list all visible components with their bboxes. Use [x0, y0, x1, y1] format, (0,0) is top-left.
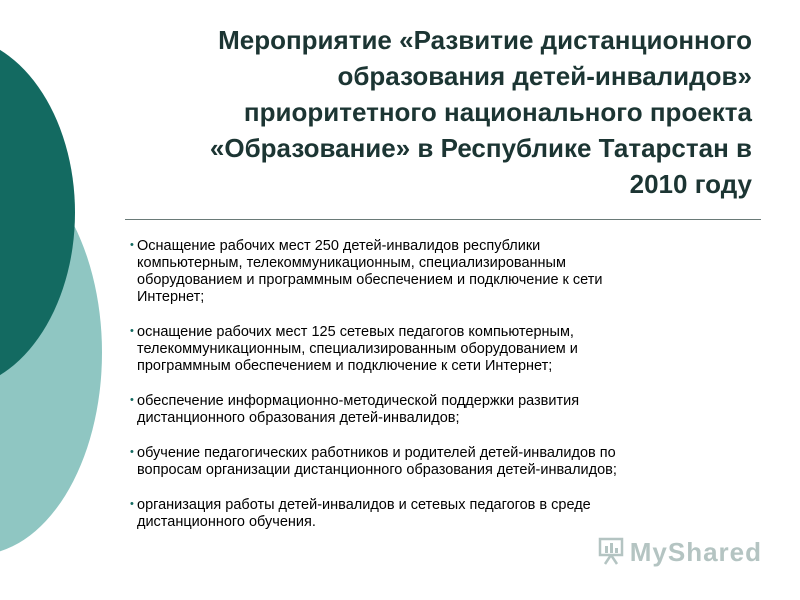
presentation-board-icon	[598, 537, 624, 565]
title-line: 2010 году	[629, 169, 752, 199]
bullet-item	[130, 324, 720, 375]
bullet-line: компьютерным, телекоммуникационным, специализированным	[137, 255, 566, 271]
watermark	[598, 537, 762, 565]
title-line: образования детей-инвалидов»	[337, 61, 752, 91]
bullet-dot-icon: •	[130, 325, 134, 337]
bullet-line: Интернет;	[137, 289, 205, 305]
bullet-line: дистанционного обучения.	[137, 514, 316, 530]
title-line: приоритетного национального проекта	[243, 97, 752, 127]
bullet-item	[130, 497, 720, 531]
bullet-line: оснащение рабочих мест 125 сетевых педагогов компьютерным,	[137, 324, 574, 340]
bullet-item	[130, 238, 720, 306]
bullet-dot-icon: •	[130, 394, 134, 406]
bullet-dot-icon: •	[130, 498, 134, 510]
bullet-line: программным обеспечением и подключение к сети Интернет;	[137, 358, 553, 374]
bullet-line: телекоммуникационным, специализированным оборудованием и	[137, 341, 578, 357]
bullet-list	[130, 238, 720, 549]
title-divider	[125, 219, 761, 220]
bullet-dot-icon: •	[130, 239, 134, 251]
bullet-item	[130, 393, 720, 427]
bullet-dot-icon: •	[130, 446, 134, 458]
bullet-line: вопросам организации дистанционного образования детей-инвалидов;	[137, 462, 617, 478]
bullet-item	[130, 445, 720, 479]
title-line: Мероприятие «Развитие дистанционного	[218, 25, 752, 55]
bullet-line: оборудованием и программным обеспечением и подключение к сети	[137, 272, 603, 288]
watermark-text: MyShared	[629, 537, 762, 567]
bullet-line: обучение педагогических работников и родителей детей-инвалидов по	[137, 445, 616, 461]
bullet-line: обеспечение информационно-методической поддержки развития	[137, 393, 580, 409]
bullet-line: дистанционного образования детей-инвалидов;	[137, 410, 460, 426]
title-line: «Образование» в Республике Татарстан в	[209, 133, 752, 163]
slide-title	[92, 22, 752, 202]
bullet-line: организация работы детей-инвалидов и сетевых педагогов в среде	[137, 497, 591, 513]
bullet-line: Оснащение рабочих мест 250 детей-инвалидов республики	[137, 238, 541, 254]
